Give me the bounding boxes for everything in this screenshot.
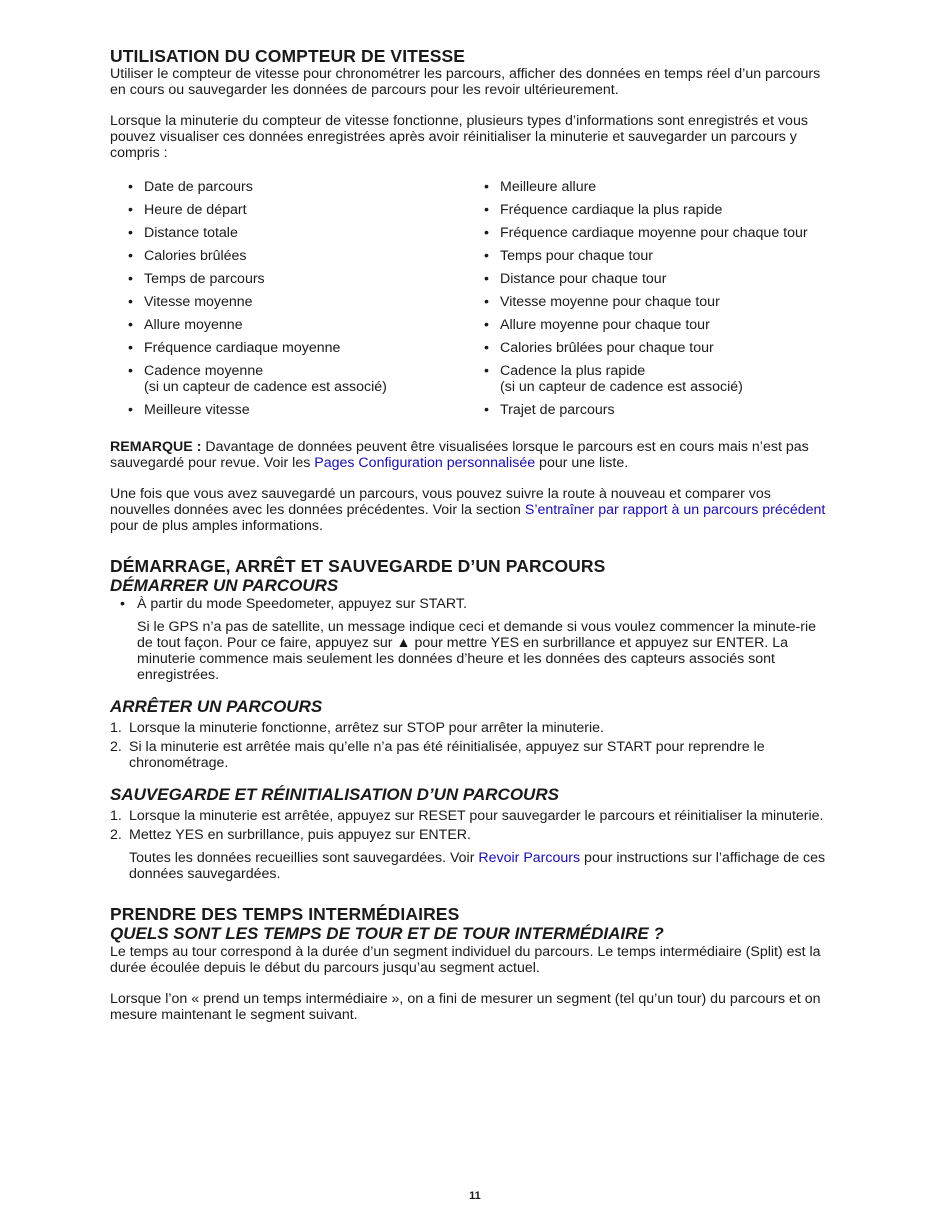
list-item — [110, 317, 466, 333]
list-item-text: Temps de parcours — [144, 271, 265, 287]
remark-text: Davantage de données peuvent être visualisées lorsque le parcours est en cours mais n’est pas sauvegardé pour revue. Voir les — [110, 439, 809, 471]
list-item — [110, 248, 466, 264]
list-item — [466, 202, 822, 218]
list-column-left — [110, 179, 466, 425]
list-item — [110, 179, 466, 195]
list-item — [110, 225, 466, 241]
document-page — [110, 46, 826, 1023]
list-item — [466, 248, 822, 264]
save-note-b: pour instructions sur l’affichage de ces données sauvegardées. — [129, 850, 826, 882]
step-number: 1. — [110, 720, 122, 736]
section-title-speedometer: UTILISATION DU COMPTEUR DE VITESSE — [110, 46, 466, 66]
start-note — [110, 619, 826, 683]
step-item — [110, 739, 826, 771]
link-train-previous-route[interactable]: S’entraîner par rapport à un parcours précédent — [524, 502, 826, 518]
subtitle-stop-route: ARRÊTER UN PARCOURS — [110, 697, 323, 716]
start-note-b: pour mettre YES en surbrillance et appuyez sur ENTER. La minuterie commence mais seulement les données d’heure et les données des capteurs associés sont enregistrées. — [137, 635, 788, 683]
remark-paragraph — [110, 439, 826, 471]
list-item-text: Meilleure allure — [500, 179, 597, 195]
step-item — [110, 827, 826, 843]
list-item — [466, 179, 822, 195]
section-title-splits: PRENDRE DES TEMPS INTERMÉDIAIRES — [110, 904, 460, 924]
list-item — [466, 340, 822, 356]
stop-steps-list — [110, 720, 826, 771]
subtitle-lap-split: QUELS SONT LES TEMPS DE TOUR ET DE TOUR INTERMÉDIAIRE ? — [110, 924, 664, 943]
list-item — [110, 340, 466, 356]
list-item-text: Vitesse moyenne pour chaque tour — [500, 294, 720, 310]
list-item-text: Meilleure vitesse — [144, 402, 250, 418]
list-item — [466, 294, 822, 310]
step-number: 2. — [110, 739, 122, 755]
list-item-text: Date de parcours — [144, 179, 253, 195]
step-text: Mettez YES en surbrillance, puis appuyez sur ENTER. — [129, 827, 471, 843]
list-item-text: Fréquence cardiaque la plus rapide — [500, 202, 723, 218]
link-custom-pages[interactable]: Pages Configuration personnalisée — [314, 455, 536, 471]
save-steps-list — [110, 808, 826, 843]
list-item-text: Distance pour chaque tour — [500, 271, 667, 287]
step-number: 2. — [110, 827, 122, 843]
list-item — [466, 402, 822, 418]
list-item-text: Fréquence cardiaque moyenne pour chaque tour — [500, 225, 808, 241]
list-item-text: Cadence moyenne — [144, 363, 264, 379]
section-title-start-stop-save: DÉMARRAGE, ARRÊT ET SAUVEGARDE D’UN PARCOURS — [110, 556, 606, 576]
list-item-text: Allure moyenne pour chaque tour — [500, 317, 710, 333]
previous-route-end: pour de plus amples informations. — [110, 518, 323, 534]
save-note-a: Toutes les données recueillies sont sauvegardées. Voir — [129, 850, 479, 866]
lap-split-paragraph: Le temps au tour correspond à la durée d’un segment individuel du parcours. Le temps intermédiaire (Split) est la durée écoulée depuis le début du parcours jusqu’au segment actuel. — [110, 944, 821, 976]
list-item — [110, 402, 466, 418]
info-paragraph: Lorsque la minuterie du compteur de vitesse fonctionne, plusieurs types d’informations sont enregistrés et vous pouvez visualiser ces données enregistrées après avoir réinitialiser la minuterie et sauvegarder un parcours y compris : — [110, 113, 808, 161]
list-item — [110, 202, 466, 218]
page-number: 11 — [469, 1190, 481, 1202]
subtitle-start-route: DÉMARRER UN PARCOURS — [110, 576, 339, 595]
step-item — [110, 808, 826, 824]
step-text: Lorsque la minuterie fonctionne, arrêtez sur STOP pour arrêter la minuterie. — [129, 720, 604, 736]
list-column-right — [466, 179, 822, 425]
start-bullet: • À partir du mode Speedometer, appuyez sur START. — [110, 596, 826, 612]
previous-route-text: Une fois que vous avez sauvegardé un parcours, vous pouvez suivre la route à nouveau et comparer vos nouvelles données avec les données précédentes. Voir la section — [110, 486, 771, 518]
recorded-data-list — [110, 179, 826, 425]
subtitle-save-reset: SAUVEGARDE ET RÉINITIALISATION D’UN PARCOURS — [110, 785, 559, 804]
previous-route-paragraph — [110, 486, 826, 534]
save-note — [110, 850, 826, 882]
list-item — [110, 271, 466, 287]
list-item-note: (si un capteur de cadence est associé) — [500, 379, 743, 395]
list-item-text: Heure de départ — [144, 202, 247, 218]
step-text: Lorsque la minuterie est arrêtée, appuyez sur RESET pour sauvegarder le parcours et réinitialiser la minuterie. — [129, 808, 824, 824]
list-item-text: Calories brûlées pour chaque tour — [500, 340, 714, 356]
list-item-text: Allure moyenne — [144, 317, 243, 333]
list-item-text: Vitesse moyenne — [144, 294, 253, 310]
start-note-a: Si le GPS n’a pas de satellite, un message indique ceci et demande si vous voulez commencer la minute-rie de tout façon. Pour ce faire, appuyez sur — [137, 619, 816, 651]
step-item — [110, 720, 826, 736]
list-item-text: Fréquence cardiaque moyenne — [144, 340, 341, 356]
list-item-text: Cadence la plus rapide — [500, 363, 646, 379]
remark-end: pour une liste. — [535, 455, 629, 471]
remark-label: REMARQUE : — [110, 439, 202, 455]
list-item — [466, 363, 822, 395]
link-review-routes[interactable]: Revoir Parcours — [478, 850, 581, 866]
step-text: Si la minuterie est arrêtée mais qu’elle n’a pas été réinitialisée, appuyez sur START pour reprendre le chronométrage. — [129, 739, 765, 771]
take-split-paragraph: Lorsque l’on « prend un temps intermédiaire », on a fini de mesurer un segment (tel qu’un tour) du parcours et on mesure maintenant le segment suivant. — [110, 991, 821, 1023]
list-item-note: (si un capteur de cadence est associé) — [144, 379, 387, 395]
list-item — [110, 363, 466, 395]
list-item — [466, 225, 822, 241]
list-item — [466, 271, 822, 287]
list-item — [110, 294, 466, 310]
list-item-text: Temps pour chaque tour — [500, 248, 653, 264]
list-item-text: Distance totale — [144, 225, 238, 241]
intro-paragraph: Utiliser le compteur de vitesse pour chronométrer les parcours, afficher des données en temps réel d’un parcours en cours ou sauvegarder les données de parcours pour les revoir ultérieurement. — [110, 66, 821, 98]
list-item — [466, 317, 822, 333]
step-number: 1. — [110, 808, 122, 824]
list-item-text: Calories brûlées — [144, 248, 247, 264]
up-arrow-icon: ▲ — [396, 635, 411, 651]
list-item-text: Trajet de parcours — [500, 402, 615, 418]
